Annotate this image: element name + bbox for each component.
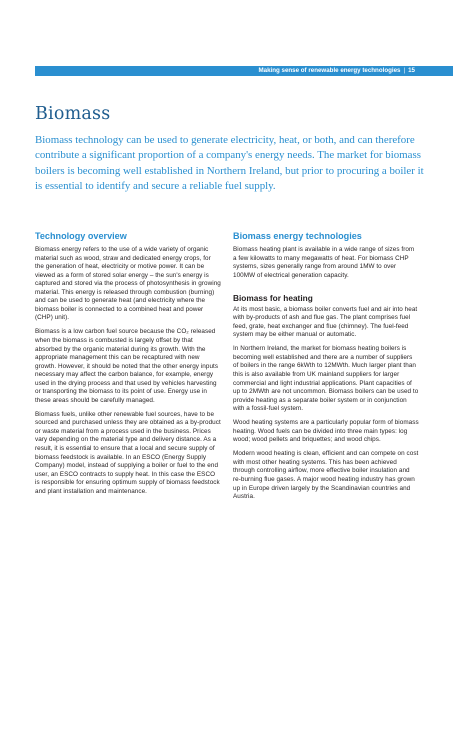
right-paragraph: Modern wood heating is clean, efficient and can compete on cost with most other heating systems. This has been achieved through controlling airflow, more effective boiler insulation and re-burning flue gases. A major wood heating industry has grown up in Europe driven largely by the Scandinavian countries and Austria.	[233, 450, 419, 501]
left-paragraph: Biomass is a low carbon fuel source because the CO₂ released when the biomass is combusted is largely offset by that absorbed by the organic material during its growth. With the appropriate management this can be recaptured with new growth. However, it should be noted that the other energy inputs necessary may affect the carbon balance, for example, energy used in the drying process and that used by vehicles harvesting or transporting the biomass to its point of use. Energy use in these areas should be carefully managed.	[35, 328, 219, 404]
technology-overview-heading: Technology overview	[35, 231, 127, 241]
intro-paragraph: Biomass technology can be used to generate electricity, heat, or both, and can therefore contribute a significant proportion of a company's energy needs. The market for biomass boilers is becoming well established in Northern Ireland, but prior to procuring a boiler it is essential to identify and secure a reliable fuel supply.	[35, 134, 424, 192]
page-number: 15	[408, 67, 415, 74]
right-intro-paragraph: Biomass heating plant is available in a wide range of sizes from a few kilowatts to many megawatts of heat. For biomass CHP systems, sizes generally range from around 1MW to over 100MW of electrical generation capacity.	[233, 246, 415, 279]
left-paragraph: Biomass energy refers to the use of a wide variety of organic material such as wood, straw and dedicated energy crops, for the generation of heat, electricity or motive power. It can be viewed as a form of stored solar energy – the sun's energy is captured and stored via the process of photosynthesis in growing material. This energy is released through combustion (burning) and can be used to generate heat (and electricity where the biomass boiler is connected to a combined heat and power (CHP) unit).	[35, 246, 221, 322]
left-column	[35, 231, 221, 502]
biomass-for-heating-subheading: Biomass for heating	[233, 292, 313, 303]
left-paragraph: Biomass fuels, unlike other renewable fuel sources, have to be sourced and purchased unless they are obtained as a by-product or waste material from a process used in the business. Prices vary depending on the material type and delivery distance. As a result, it is essential to ensure that a local and secure supply of biomass feedstock is available. In an ESCO (Energy Supply Company) model, instead of supplying a boiler or fuel to the end user, an ESCO contracts to supply heat. In this case the ESCO is responsible for ensuring optimum supply of biomass feedstock and plant installation and maintenance.	[35, 410, 221, 495]
right-column	[233, 231, 419, 507]
header-separator: |	[403, 67, 406, 74]
right-paragraph: In Northern Ireland, the market for biomass heating boilers is becoming well established and there are a number of suppliers of boilers in the range 6kWth to 12MWth. Much larger plant than this is also available from UK mainland suppliers for larger commercial and light industrial applications. Plant capacities of up to 2MWth are not uncommon. Biomass boilers can be used to provide heating as a separate boiler system or in conjunction with a fossil-fuel system.	[233, 345, 419, 413]
section-gap	[233, 286, 419, 293]
right-paragraph: At its most basic, a biomass boiler converts fuel and air into heat with by-products of ash and flue gas. The plant comprises fuel feed, grate, heat exchanger and flue (chimney). The fuel-feed system may be either manual or automatic.	[233, 305, 418, 339]
page-header-bar	[35, 66, 453, 76]
page-title: Biomass	[35, 104, 111, 124]
right-paragraph: Wood heating systems are a particularly popular form of biomass heating. Wood fuels can be divided into three main types: log wood; wood pellets and briquettes; and wood chips.	[233, 419, 419, 444]
section-title: Making sense of renewable energy technologies	[258, 67, 401, 74]
biomass-energy-technologies-heading: Biomass energy technologies	[233, 231, 362, 241]
running-header	[258, 66, 415, 76]
